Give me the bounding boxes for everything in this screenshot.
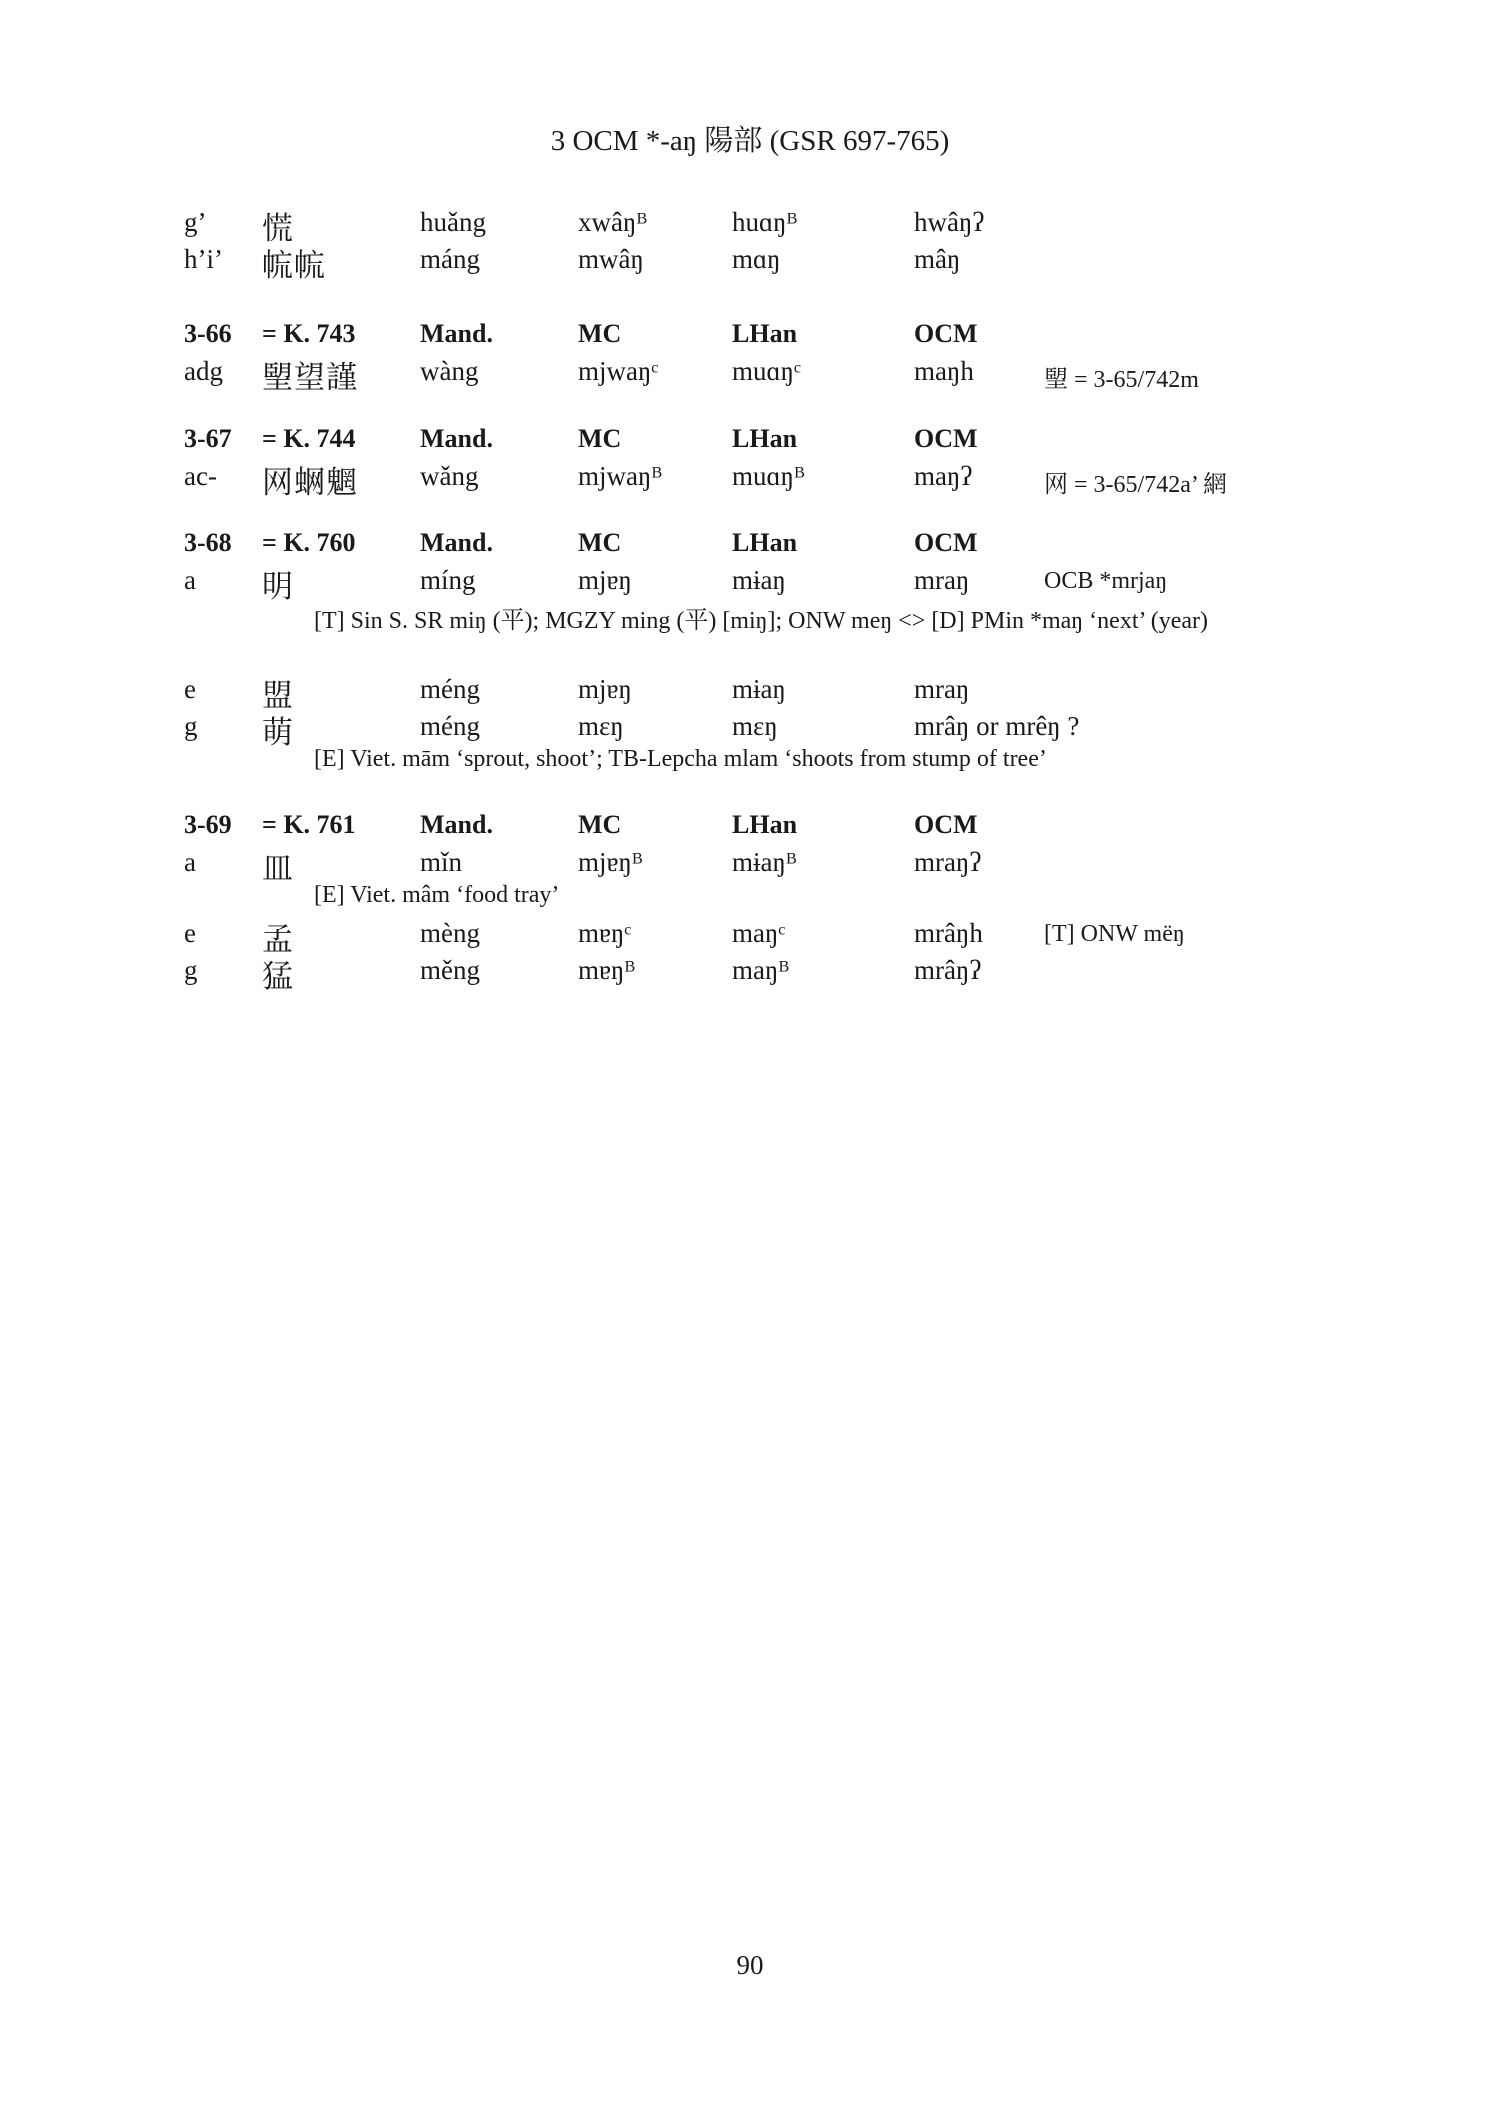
chinese-characters: 萌 <box>262 715 294 751</box>
karlgren-reference: = K. 744 <box>262 424 356 453</box>
entry-note <box>0 600 1500 634</box>
column-header-lhan: LHan <box>732 528 798 557</box>
mc-reading: mjwaŋᴮ <box>578 461 662 491</box>
mandarin-reading: máng <box>420 244 480 274</box>
table-row <box>0 563 1500 605</box>
mandarin-reading: huǎng <box>420 207 486 237</box>
column-header-mc: MC <box>578 528 622 557</box>
row-id: ac- <box>184 461 217 491</box>
table-row <box>0 354 1500 396</box>
note-text: [T] Sin S. SR miŋ (平); MGZY ming (平) [miŋ]; ONW meŋ <> [D] PMin *maŋ ‘next’ (year) <box>314 608 1208 634</box>
mc-reading: mjɐŋ <box>578 674 632 704</box>
page-number: 90 <box>736 1950 764 1980</box>
chinese-characters: 猛 <box>262 959 294 995</box>
table-row <box>0 953 1500 995</box>
chinese-characters: 孟 <box>262 922 294 958</box>
entry-header <box>0 422 1500 459</box>
mc-reading: mɛŋ <box>578 711 624 741</box>
mandarin-reading: měng <box>420 955 480 985</box>
column-header-mc: MC <box>578 810 622 839</box>
row-id: a <box>184 847 196 877</box>
ocm-reading: mrâŋ or mrêŋ ? <box>914 711 1080 741</box>
row-note: 朢 = 3-65/742m <box>1044 367 1199 393</box>
chinese-characters: 明 <box>262 569 294 605</box>
table-row <box>0 845 1500 887</box>
lhan-reading: mɑŋ <box>732 244 781 274</box>
table-row <box>0 205 1500 247</box>
ocm-reading: mrâŋʔ <box>914 955 982 985</box>
mandarin-reading: míng <box>420 565 476 595</box>
chinese-characters: 皿 <box>262 851 294 887</box>
row-id: g <box>184 955 198 985</box>
column-header-mand: Mand. <box>420 810 493 839</box>
karlgren-reference: = K. 761 <box>262 810 356 839</box>
column-header-ocm: OCM <box>914 424 978 453</box>
chinese-characters: 盟 <box>262 678 294 714</box>
chinese-characters: 朢望謹 <box>262 360 358 396</box>
table-row <box>0 242 1500 284</box>
entry-header <box>0 526 1500 563</box>
entry-block-continuation <box>0 205 1500 284</box>
ocm-reading: mraŋ <box>914 565 970 595</box>
ocm-reading: mâŋ <box>914 244 961 274</box>
entry-note <box>0 882 1500 916</box>
lhan-reading: mɨaŋ <box>732 565 786 595</box>
table-row <box>0 709 1500 751</box>
karlgren-reference: = K. 743 <box>262 319 356 348</box>
column-header-ocm: OCM <box>914 810 978 839</box>
ocm-reading: mraŋ <box>914 674 970 704</box>
row-id: g <box>184 711 198 741</box>
mc-reading: mɐŋᴮ <box>578 955 635 985</box>
table-row <box>0 459 1500 501</box>
lhan-reading: maŋᴮ <box>732 955 789 985</box>
entry-block-3-67 <box>0 422 1500 501</box>
row-id: a <box>184 565 196 595</box>
lhan-reading: muɑŋᶜ <box>732 356 801 386</box>
mc-reading: mjwaŋᶜ <box>578 356 659 386</box>
column-header-mc: MC <box>578 424 622 453</box>
lhan-reading: huɑŋᴮ <box>732 207 797 237</box>
chinese-characters: 网蛧魍 <box>262 465 358 501</box>
entry-number: 3-66 <box>184 319 232 348</box>
lhan-reading: muɑŋᴮ <box>732 461 805 491</box>
row-id: adg <box>184 356 223 386</box>
column-header-mand: Mand. <box>420 319 493 348</box>
row-note: 网 = 3-65/742a’ 網 <box>1044 472 1228 498</box>
entry-block-3-69 <box>0 808 1500 995</box>
entry-number: 3-69 <box>184 810 232 839</box>
column-header-ocm: OCM <box>914 528 978 557</box>
entry-note <box>0 746 1500 780</box>
column-header-lhan: LHan <box>732 810 798 839</box>
row-note: OCB *mrjaŋ <box>1044 568 1168 594</box>
note-text: [E] Viet. mām ‘sprout, shoot’; TB-Lepcha mlam ‘shoots from stump of tree’ <box>314 746 1047 772</box>
mandarin-reading: wǎng <box>420 461 479 491</box>
mandarin-reading: mèng <box>420 918 480 948</box>
lhan-reading: maŋᶜ <box>732 918 786 948</box>
table-row <box>0 916 1500 958</box>
karlgren-reference: = K. 760 <box>262 528 356 557</box>
table-row <box>0 672 1500 714</box>
row-id: h’i’ <box>184 244 223 274</box>
chinese-characters: 㡆㡆 <box>262 248 326 284</box>
column-header-lhan: LHan <box>732 424 798 453</box>
mandarin-reading: mǐn <box>420 847 463 877</box>
mc-reading: mjɐŋᴮ <box>578 847 643 877</box>
lhan-reading: mɨaŋᴮ <box>732 847 797 877</box>
row-note: [T] ONW mëŋ <box>1044 921 1185 947</box>
entry-number: 3-68 <box>184 528 232 557</box>
mandarin-reading: méng <box>420 711 480 741</box>
ocm-reading: mraŋʔ <box>914 847 982 877</box>
mc-reading: mjɐŋ <box>578 565 632 595</box>
entry-header <box>0 317 1500 354</box>
mc-reading: mwâŋ <box>578 244 644 274</box>
ocm-reading: maŋh <box>914 356 974 386</box>
entry-block-3-66 <box>0 317 1500 396</box>
lhan-reading: mɛŋ <box>732 711 778 741</box>
ocm-reading: hwâŋʔ <box>914 207 985 237</box>
entry-block-3-68 <box>0 526 1500 634</box>
row-id: e <box>184 674 196 704</box>
entry-number: 3-67 <box>184 424 232 453</box>
column-header-lhan: LHan <box>732 319 798 348</box>
ocm-reading: maŋʔ <box>914 461 973 491</box>
column-header-mand: Mand. <box>420 424 493 453</box>
mandarin-reading: wàng <box>420 356 479 386</box>
mandarin-reading: méng <box>420 674 480 704</box>
entry-block-3-68-continued <box>0 672 1500 780</box>
row-id: e <box>184 918 196 948</box>
row-id: g’ <box>184 207 207 237</box>
column-header-mand: Mand. <box>420 528 493 557</box>
ocm-reading: mrâŋh <box>914 918 983 948</box>
column-header-ocm: OCM <box>914 319 978 348</box>
note-text: [E] Viet. mâm ‘food tray’ <box>314 882 560 908</box>
entry-header <box>0 808 1500 845</box>
lhan-reading: mɨaŋ <box>732 674 786 704</box>
mc-reading: mɐŋᶜ <box>578 918 632 948</box>
column-header-mc: MC <box>578 319 622 348</box>
chinese-characters: 慌 <box>262 211 294 247</box>
page-header: 3 OCM *-aŋ 陽部 (GSR 697-765) <box>550 125 950 157</box>
mc-reading: xwâŋᴮ <box>578 207 647 237</box>
